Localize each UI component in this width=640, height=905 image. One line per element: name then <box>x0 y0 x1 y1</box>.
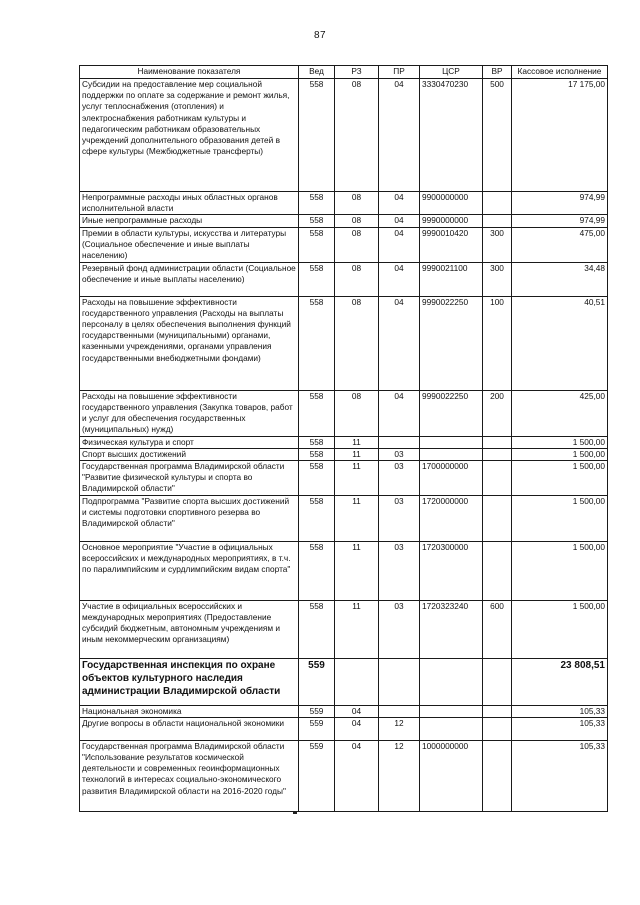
cell-csr: 9990021100 <box>420 262 483 296</box>
table-row <box>80 461 608 496</box>
cell-rz: 11 <box>335 461 379 496</box>
table-row <box>80 436 608 448</box>
cell-rz: 08 <box>335 227 379 262</box>
cell-pr <box>379 658 420 705</box>
cell-amount: 1 500,00 <box>512 448 608 460</box>
cell-rz: 08 <box>335 79 379 192</box>
cell-ved: 558 <box>299 296 335 390</box>
cell-name: Национальная экономика <box>80 705 299 717</box>
cell-name: Государственная инспекция по охране объектов культурного наследия администрации Владимирской области <box>80 658 299 705</box>
cell-name: Государственная программа Владимирской области "Использование результатов космической деятельности и современных геоинформационных технологий в интересах социально-экономического развития Владимирской области на 2016-2020 годы" <box>80 740 299 811</box>
cell-rz: 08 <box>335 296 379 390</box>
cell-ved: 558 <box>299 495 335 541</box>
header-ved: Вед <box>299 66 335 79</box>
cell-ved: 559 <box>299 705 335 717</box>
header-amount: Кассовое исполнение <box>512 66 608 79</box>
cell-rz: 11 <box>335 600 379 658</box>
cell-ved: 559 <box>299 717 335 740</box>
table-row <box>80 658 608 705</box>
table-row <box>80 541 608 600</box>
cell-name: Спорт высших достижений <box>80 448 299 460</box>
header-name: Наименование показателя <box>80 66 299 79</box>
cell-name: Непрограммные расходы иных областных органов исполнительной власти <box>80 192 299 215</box>
cell-name: Субсидии на предоставление мер социальной поддержки по оплате за содержание и ремонт жилья, услуг теплоснабжения (отопления) и электроснабжения работникам культуры и педагогическим работникам образовательных учреждений дополнительного образования детей в сфере культуры (Межбюджетные трансферты) <box>80 79 299 192</box>
table-row <box>80 448 608 460</box>
table-row <box>80 495 608 541</box>
cell-ved: 558 <box>299 215 335 227</box>
cell-rz: 11 <box>335 448 379 460</box>
cell-amount: 1 500,00 <box>512 541 608 600</box>
cell-csr <box>420 448 483 460</box>
cell-ved: 558 <box>299 192 335 215</box>
cell-pr <box>379 705 420 717</box>
table-row <box>80 215 608 227</box>
cell-vr <box>483 658 512 705</box>
cell-amount: 105,33 <box>512 740 608 811</box>
cell-name: Премии в области культуры, искусства и литературы (Социальное обеспечение и иные выплаты населению) <box>80 227 299 262</box>
cell-name: Физическая культура и спорт <box>80 436 299 448</box>
cell-amount: 17 175,00 <box>512 79 608 192</box>
scan-mark <box>293 812 297 814</box>
table-row <box>80 390 608 436</box>
cell-amount: 40,51 <box>512 296 608 390</box>
cell-vr <box>483 448 512 460</box>
cell-name: Участие в официальных всероссийских и международных мероприятиях (Предоставление субсидий бюджетным, автономным учреждениям и иным некоммерческим организациям) <box>80 600 299 658</box>
cell-vr <box>483 740 512 811</box>
cell-vr: 500 <box>483 79 512 192</box>
cell-pr <box>379 436 420 448</box>
cell-name: Резервный фонд администрации области (Социальное обеспечение и иные выплаты населению) <box>80 262 299 296</box>
cell-pr: 03 <box>379 461 420 496</box>
cell-csr <box>420 436 483 448</box>
cell-ved: 558 <box>299 79 335 192</box>
cell-ved: 558 <box>299 227 335 262</box>
cell-pr: 04 <box>379 227 420 262</box>
cell-name: Основное мероприятие "Участие в официальных всероссийских и международных мероприятиях, в т.ч. по паралимпийским и сурдлимпийским видам спорта" <box>80 541 299 600</box>
header-vr: ВР <box>483 66 512 79</box>
cell-rz <box>335 658 379 705</box>
cell-ved: 558 <box>299 541 335 600</box>
cell-vr: 200 <box>483 390 512 436</box>
cell-pr: 04 <box>379 390 420 436</box>
header-csr: ЦСР <box>420 66 483 79</box>
cell-rz: 04 <box>335 740 379 811</box>
cell-csr: 1720000000 <box>420 495 483 541</box>
cell-rz: 11 <box>335 436 379 448</box>
cell-vr: 600 <box>483 600 512 658</box>
table-header-row <box>80 66 608 79</box>
cell-amount: 1 500,00 <box>512 600 608 658</box>
header-pr: ПР <box>379 66 420 79</box>
table-body <box>80 79 608 812</box>
cell-pr: 03 <box>379 541 420 600</box>
cell-ved: 558 <box>299 436 335 448</box>
cell-rz: 04 <box>335 717 379 740</box>
cell-csr <box>420 658 483 705</box>
cell-ved: 559 <box>299 740 335 811</box>
cell-rz: 08 <box>335 215 379 227</box>
cell-pr: 03 <box>379 495 420 541</box>
cell-ved: 558 <box>299 448 335 460</box>
cell-vr <box>483 436 512 448</box>
cell-rz: 08 <box>335 390 379 436</box>
header-rz: РЗ <box>335 66 379 79</box>
cell-csr: 1720323240 <box>420 600 483 658</box>
cell-csr: 3330470230 <box>420 79 483 192</box>
cell-rz: 11 <box>335 541 379 600</box>
cell-rz: 11 <box>335 495 379 541</box>
cell-amount: 1 500,00 <box>512 436 608 448</box>
cell-rz: 04 <box>335 705 379 717</box>
cell-pr: 03 <box>379 600 420 658</box>
cell-vr <box>483 541 512 600</box>
cell-csr <box>420 705 483 717</box>
cell-amount: 23 808,51 <box>512 658 608 705</box>
table-row <box>80 192 608 215</box>
cell-name: Расходы на повышение эффективности государственного управления (Расходы на выплаты персоналу в целях обеспечения выполнения функций государственными (муниципальными) органами, казенными учреждениями, органами управления государственными внебюджетными фондами) <box>80 296 299 390</box>
cell-csr: 9900000000 <box>420 192 483 215</box>
cell-amount: 34,48 <box>512 262 608 296</box>
cell-amount: 974,99 <box>512 192 608 215</box>
cell-pr: 04 <box>379 79 420 192</box>
cell-rz: 08 <box>335 262 379 296</box>
cell-vr <box>483 215 512 227</box>
cell-vr: 100 <box>483 296 512 390</box>
cell-csr: 9990000000 <box>420 215 483 227</box>
cell-amount: 1 500,00 <box>512 495 608 541</box>
cell-ved: 559 <box>299 658 335 705</box>
cell-csr: 9990022250 <box>420 390 483 436</box>
cell-vr <box>483 192 512 215</box>
cell-pr: 04 <box>379 262 420 296</box>
cell-pr: 04 <box>379 192 420 215</box>
cell-ved: 558 <box>299 461 335 496</box>
cell-amount: 475,00 <box>512 227 608 262</box>
cell-csr: 9990022250 <box>420 296 483 390</box>
table-row <box>80 717 608 740</box>
cell-vr <box>483 495 512 541</box>
cell-name: Подпрограмма "Развитие спорта высших достижений и системы подготовки спортивного резерва во Владимирской области" <box>80 495 299 541</box>
cell-amount: 105,33 <box>512 705 608 717</box>
table-row <box>80 705 608 717</box>
cell-pr: 12 <box>379 717 420 740</box>
table-row <box>80 740 608 811</box>
cell-vr <box>483 717 512 740</box>
table-row <box>80 227 608 262</box>
cell-ved: 558 <box>299 390 335 436</box>
cell-pr: 03 <box>379 448 420 460</box>
cell-ved: 558 <box>299 262 335 296</box>
cell-amount: 1 500,00 <box>512 461 608 496</box>
cell-amount: 105,33 <box>512 717 608 740</box>
cell-amount: 425,00 <box>512 390 608 436</box>
cell-name: Иные непрограммные расходы <box>80 215 299 227</box>
table-row <box>80 600 608 658</box>
cell-rz: 08 <box>335 192 379 215</box>
cell-pr: 12 <box>379 740 420 811</box>
cell-pr: 04 <box>379 215 420 227</box>
cell-csr <box>420 717 483 740</box>
cell-name: Расходы на повышение эффективности государственного управления (Закупка товаров, работ и услуг для обеспечения государственных (муниципальных) нужд) <box>80 390 299 436</box>
table-row <box>80 296 608 390</box>
cell-csr: 9990010420 <box>420 227 483 262</box>
cell-name: Другие вопросы в области национальной экономики <box>80 717 299 740</box>
cell-csr: 1700000000 <box>420 461 483 496</box>
cell-ved: 558 <box>299 600 335 658</box>
page-number: 87 <box>313 30 327 41</box>
table-row <box>80 79 608 192</box>
cell-amount: 974,99 <box>512 215 608 227</box>
budget-execution-table <box>79 65 608 812</box>
table-row <box>80 262 608 296</box>
cell-pr: 04 <box>379 296 420 390</box>
cell-csr: 1720300000 <box>420 541 483 600</box>
cell-vr <box>483 461 512 496</box>
cell-csr: 1000000000 <box>420 740 483 811</box>
cell-name: Государственная программа Владимирской области "Развитие физической культуры и спорта во Владимирской области" <box>80 461 299 496</box>
cell-vr: 300 <box>483 262 512 296</box>
cell-vr: 300 <box>483 227 512 262</box>
cell-vr <box>483 705 512 717</box>
